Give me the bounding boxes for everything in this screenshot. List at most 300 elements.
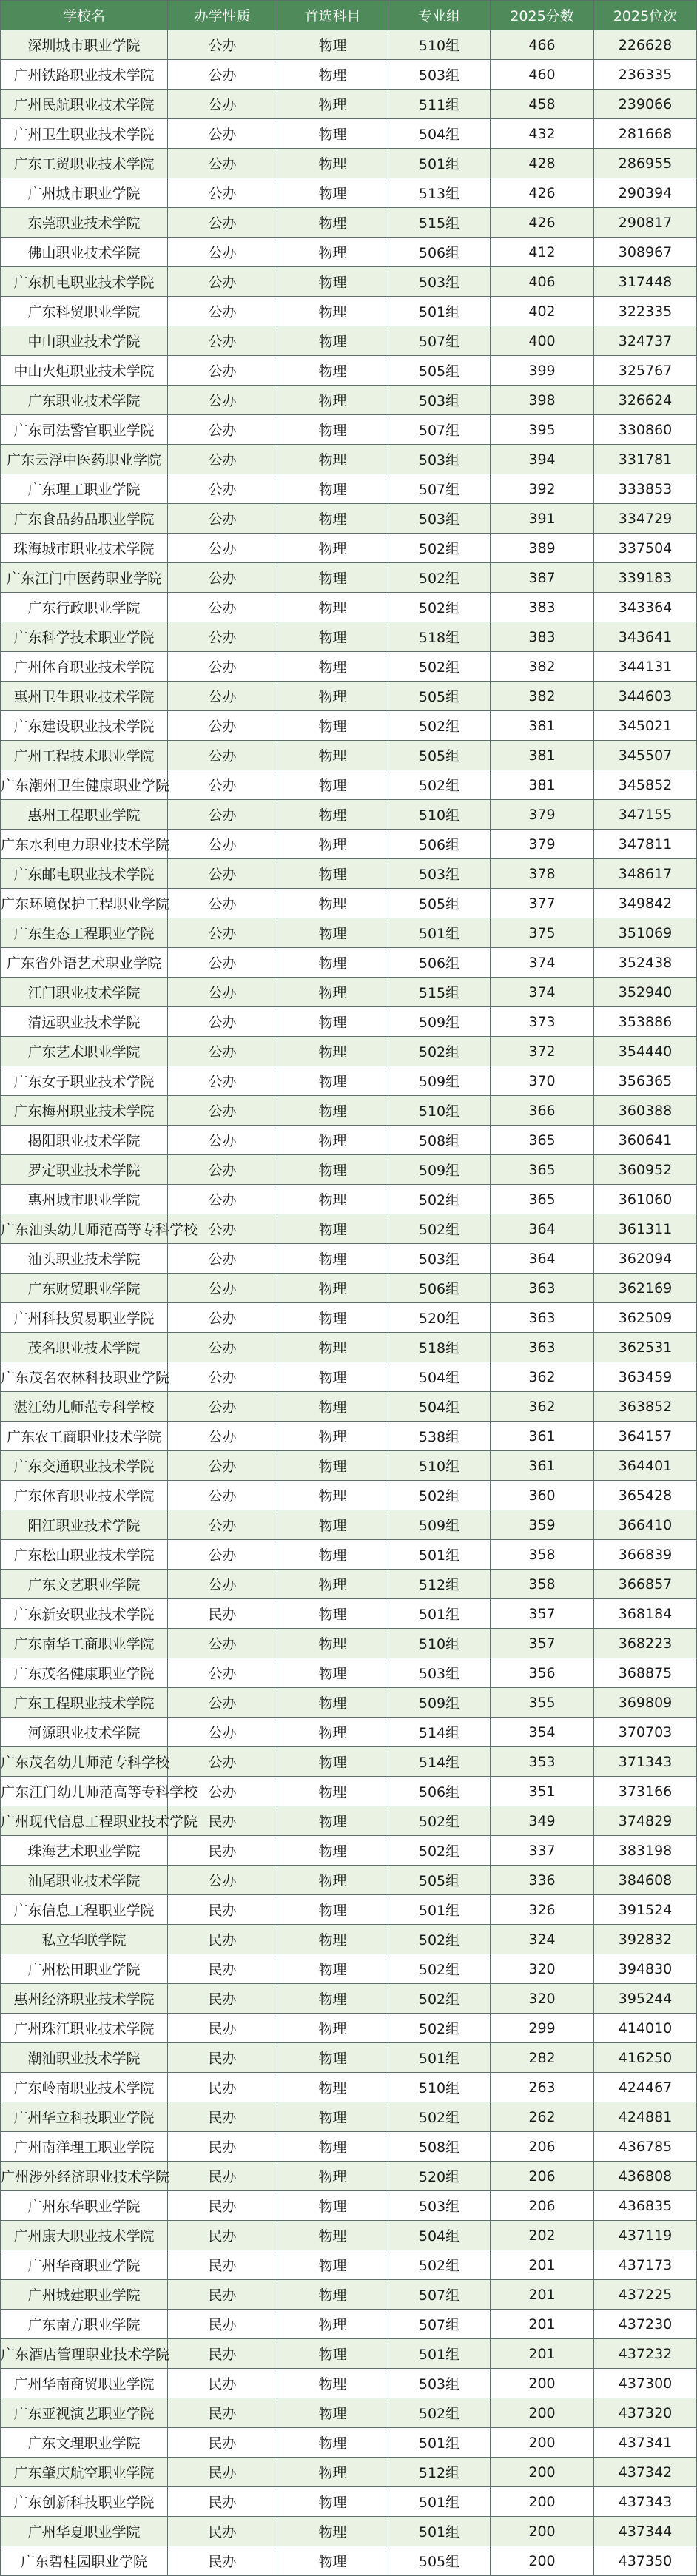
rank-cell: 352438 — [594, 948, 697, 978]
table-row — [1, 1037, 697, 1066]
rank-cell: 395244 — [594, 1984, 697, 2014]
table-row — [1, 178, 697, 208]
table-row — [1, 1599, 697, 1629]
rank-cell: 392832 — [594, 1925, 697, 1954]
table-row — [1, 415, 697, 445]
subject-cell: 物理 — [277, 1658, 388, 1688]
school-type-cell: 公办 — [168, 1362, 277, 1392]
major-group-cell: 501组 — [388, 1895, 491, 1925]
school-type-cell: 公办 — [168, 356, 277, 386]
table-row — [1, 326, 697, 356]
major-group-cell: 502组 — [388, 1954, 491, 1984]
school-type-cell: 民办 — [168, 2428, 277, 2458]
school-type-cell: 公办 — [168, 1155, 277, 1185]
subject-cell: 物理 — [277, 1422, 388, 1451]
school-name-cell: 佛山职业技术学院 — [1, 238, 168, 267]
major-group-cell: 510组 — [388, 800, 491, 830]
school-type-cell: 公办 — [168, 1570, 277, 1599]
subject-cell: 物理 — [277, 2043, 388, 2073]
table-row — [1, 2132, 697, 2162]
rank-cell: 437342 — [594, 2458, 697, 2487]
school-name-cell: 广东南华工商职业学院 — [1, 1629, 168, 1658]
rank-cell: 437232 — [594, 2339, 697, 2369]
subject-cell: 物理 — [277, 1007, 388, 1037]
school-name-cell: 广东机电职业技术学院 — [1, 267, 168, 297]
school-type-cell: 公办 — [168, 1126, 277, 1155]
school-name-cell: 私立华联学院 — [1, 1925, 168, 1954]
table-row — [1, 711, 697, 741]
major-group-cell: 510组 — [388, 1451, 491, 1481]
table-row — [1, 741, 697, 770]
major-group-cell: 502组 — [388, 2014, 491, 2043]
table-row — [1, 534, 697, 563]
subject-cell: 物理 — [277, 741, 388, 770]
school-name-cell: 广东南方职业学院 — [1, 2310, 168, 2339]
rank-cell: 437320 — [594, 2398, 697, 2428]
school-name-cell: 广东工贸职业技术学院 — [1, 149, 168, 178]
table-row — [1, 1777, 697, 1806]
rank-cell: 337504 — [594, 534, 697, 563]
major-group-cell: 511组 — [388, 90, 491, 119]
school-type-cell: 公办 — [168, 208, 277, 238]
school-type-cell: 公办 — [168, 30, 277, 60]
major-group-cell: 507组 — [388, 474, 491, 504]
school-type-cell: 公办 — [168, 859, 277, 889]
subject-cell: 物理 — [277, 1984, 388, 2014]
table-row — [1, 770, 697, 800]
school-name-cell: 中山火炬职业技术学院 — [1, 356, 168, 386]
rank-cell: 436835 — [594, 2191, 697, 2221]
school-type-cell: 民办 — [168, 2517, 277, 2546]
table-row — [1, 1658, 697, 1688]
major-group-cell: 509组 — [388, 1155, 491, 1185]
school-name-cell: 广州康大职业技术学院 — [1, 2221, 168, 2250]
subject-cell: 物理 — [277, 1303, 388, 1333]
rank-cell: 356365 — [594, 1066, 697, 1096]
subject-cell: 物理 — [277, 386, 388, 415]
major-group-cell: 503组 — [388, 859, 491, 889]
table-row — [1, 859, 697, 889]
school-type-cell: 民办 — [168, 2280, 277, 2310]
score-cell: 399 — [491, 356, 594, 386]
major-group-cell: 502组 — [388, 1481, 491, 1510]
school-name-cell: 清远职业技术学院 — [1, 1007, 168, 1037]
table-row — [1, 593, 697, 622]
subject-cell: 物理 — [277, 2546, 388, 2576]
table-row — [1, 2398, 697, 2428]
table-row — [1, 2546, 697, 2576]
score-cell: 358 — [491, 1570, 594, 1599]
subject-cell: 物理 — [277, 2132, 388, 2162]
score-cell: 206 — [491, 2191, 594, 2221]
table-row — [1, 830, 697, 859]
score-cell: 372 — [491, 1037, 594, 1066]
rank-cell: 226628 — [594, 30, 697, 60]
subject-cell: 物理 — [277, 297, 388, 326]
score-cell: 402 — [491, 297, 594, 326]
header-major-group: 专业组 — [388, 1, 491, 30]
school-type-cell: 公办 — [168, 386, 277, 415]
school-name-cell: 广东财贸职业学院 — [1, 1274, 168, 1303]
score-cell: 363 — [491, 1303, 594, 1333]
table-row — [1, 1392, 697, 1422]
rank-cell: 424467 — [594, 2073, 697, 2102]
subject-cell: 物理 — [277, 2191, 388, 2221]
subject-cell: 物理 — [277, 1274, 388, 1303]
school-name-cell: 广州华南商贸职业学院 — [1, 2369, 168, 2398]
subject-cell: 物理 — [277, 1214, 388, 1244]
score-cell: 320 — [491, 1984, 594, 2014]
school-type-cell: 民办 — [168, 1954, 277, 1984]
school-type-cell: 民办 — [168, 1599, 277, 1629]
school-type-cell: 公办 — [168, 504, 277, 534]
rank-cell: 322335 — [594, 297, 697, 326]
school-name-cell: 广州华商职业学院 — [1, 2250, 168, 2280]
school-name-cell: 阳江职业技术学院 — [1, 1510, 168, 1540]
subject-cell: 物理 — [277, 415, 388, 445]
score-cell: 349 — [491, 1806, 594, 1836]
school-name-cell: 东莞职业技术学院 — [1, 208, 168, 238]
rank-cell: 437344 — [594, 2517, 697, 2546]
subject-cell: 物理 — [277, 119, 388, 149]
school-name-cell: 深圳城市职业学院 — [1, 30, 168, 60]
school-type-cell: 公办 — [168, 563, 277, 593]
school-type-cell: 公办 — [168, 770, 277, 800]
table-row — [1, 622, 697, 652]
school-name-cell: 珠海城市职业技术学院 — [1, 534, 168, 563]
subject-cell: 物理 — [277, 267, 388, 297]
subject-cell: 物理 — [277, 563, 388, 593]
major-group-cell: 502组 — [388, 1185, 491, 1214]
school-type-cell: 民办 — [168, 2546, 277, 2576]
major-group-cell: 503组 — [388, 1244, 491, 1274]
rank-cell: 374829 — [594, 1806, 697, 1836]
major-group-cell: 510组 — [388, 1096, 491, 1126]
score-cell: 200 — [491, 2546, 594, 2576]
school-type-cell: 公办 — [168, 60, 277, 90]
subject-cell: 物理 — [277, 1718, 388, 1747]
school-name-cell: 广东邮电职业技术学院 — [1, 859, 168, 889]
school-type-cell: 民办 — [168, 2043, 277, 2073]
table-row — [1, 1155, 697, 1185]
subject-cell: 物理 — [277, 1244, 388, 1274]
school-type-cell: 民办 — [168, 2132, 277, 2162]
rank-cell: 347155 — [594, 800, 697, 830]
school-type-cell: 民办 — [168, 2250, 277, 2280]
table-row — [1, 1066, 697, 1096]
rank-cell: 308967 — [594, 238, 697, 267]
subject-cell: 物理 — [277, 2398, 388, 2428]
score-cell: 201 — [491, 2339, 594, 2369]
school-type-cell: 民办 — [168, 2073, 277, 2102]
table-row — [1, 1570, 697, 1599]
table-row — [1, 297, 697, 326]
score-cell: 381 — [491, 741, 594, 770]
school-name-cell: 广东生态工程职业学院 — [1, 918, 168, 948]
school-type-cell: 公办 — [168, 1303, 277, 1333]
major-group-cell: 504组 — [388, 2221, 491, 2250]
subject-cell: 物理 — [277, 178, 388, 208]
subject-cell: 物理 — [277, 1333, 388, 1362]
table-row — [1, 1007, 697, 1037]
school-name-cell: 广东肇庆航空职业学院 — [1, 2458, 168, 2487]
school-name-cell: 广东省外语艺术职业学院 — [1, 948, 168, 978]
school-type-cell: 公办 — [168, 1392, 277, 1422]
subject-cell: 物理 — [277, 2369, 388, 2398]
rank-cell: 339183 — [594, 563, 697, 593]
school-type-cell: 民办 — [168, 2398, 277, 2428]
school-name-cell: 广东茂名农林科技职业学院 — [1, 1362, 168, 1392]
subject-cell: 物理 — [277, 1954, 388, 1984]
major-group-cell: 509组 — [388, 1007, 491, 1037]
subject-cell: 物理 — [277, 1747, 388, 1777]
subject-cell: 物理 — [277, 238, 388, 267]
school-name-cell: 广东建设职业技术学院 — [1, 711, 168, 741]
subject-cell: 物理 — [277, 1096, 388, 1126]
table-row — [1, 1540, 697, 1570]
rank-cell: 345852 — [594, 770, 697, 800]
school-type-cell: 公办 — [168, 238, 277, 267]
subject-cell: 物理 — [277, 889, 388, 918]
score-cell: 400 — [491, 326, 594, 356]
table-row — [1, 2428, 697, 2458]
subject-cell: 物理 — [277, 770, 388, 800]
school-name-cell: 广东江门中医药职业学院 — [1, 563, 168, 593]
table-row — [1, 474, 697, 504]
score-cell: 370 — [491, 1066, 594, 1096]
school-type-cell: 公办 — [168, 652, 277, 682]
school-type-cell: 民办 — [168, 2487, 277, 2517]
table-row — [1, 2014, 697, 2043]
school-type-cell: 公办 — [168, 297, 277, 326]
rank-cell: 360952 — [594, 1155, 697, 1185]
school-name-cell: 罗定职业技术学院 — [1, 1155, 168, 1185]
rank-cell: 371343 — [594, 1747, 697, 1777]
major-group-cell: 502组 — [388, 711, 491, 741]
score-cell: 426 — [491, 178, 594, 208]
table-row — [1, 918, 697, 948]
header-2025-rank: 2025位次 — [594, 1, 697, 30]
score-cell: 200 — [491, 2458, 594, 2487]
score-cell: 382 — [491, 652, 594, 682]
rank-cell: 391524 — [594, 1895, 697, 1925]
score-cell: 202 — [491, 2221, 594, 2250]
table-row — [1, 2310, 697, 2339]
score-cell: 354 — [491, 1718, 594, 1747]
table-row — [1, 1274, 697, 1303]
major-group-cell: 509组 — [388, 1688, 491, 1718]
major-group-cell: 503组 — [388, 267, 491, 297]
school-type-cell: 公办 — [168, 1066, 277, 1096]
school-type-cell: 公办 — [168, 1481, 277, 1510]
school-name-cell: 潮汕职业技术学院 — [1, 2043, 168, 2073]
subject-cell: 物理 — [277, 918, 388, 948]
rank-cell: 334729 — [594, 504, 697, 534]
rank-cell: 345507 — [594, 741, 697, 770]
rank-cell: 325767 — [594, 356, 697, 386]
table-row — [1, 1866, 697, 1895]
major-group-cell: 501组 — [388, 2517, 491, 2546]
school-name-cell: 江门职业技术学院 — [1, 978, 168, 1007]
major-group-cell: 502组 — [388, 1806, 491, 1836]
subject-cell: 物理 — [277, 1066, 388, 1096]
major-group-cell: 504组 — [388, 119, 491, 149]
school-name-cell: 广州民航职业技术学院 — [1, 90, 168, 119]
table-row — [1, 2221, 697, 2250]
school-type-cell: 公办 — [168, 948, 277, 978]
school-name-cell: 广州松田职业学院 — [1, 1954, 168, 1984]
score-cell: 358 — [491, 1540, 594, 1570]
subject-cell: 物理 — [277, 474, 388, 504]
major-group-cell: 502组 — [388, 2250, 491, 2280]
subject-cell: 物理 — [277, 1037, 388, 1066]
major-group-cell: 501组 — [388, 1540, 491, 1570]
score-cell: 363 — [491, 1274, 594, 1303]
subject-cell: 物理 — [277, 622, 388, 652]
major-group-cell: 504组 — [388, 1392, 491, 1422]
rank-cell: 290817 — [594, 208, 697, 238]
major-group-cell: 502组 — [388, 770, 491, 800]
table-row — [1, 504, 697, 534]
school-name-cell: 广州涉外经济职业技术学院 — [1, 2162, 168, 2191]
table-row — [1, 1747, 697, 1777]
major-group-cell: 502组 — [388, 593, 491, 622]
score-cell: 200 — [491, 2369, 594, 2398]
subject-cell: 物理 — [277, 830, 388, 859]
rank-cell: 324737 — [594, 326, 697, 356]
school-name-cell: 茂名职业技术学院 — [1, 1333, 168, 1362]
table-row — [1, 1984, 697, 2014]
school-name-cell: 广东科学技术职业学院 — [1, 622, 168, 652]
school-type-cell: 民办 — [168, 2191, 277, 2221]
school-type-cell: 公办 — [168, 149, 277, 178]
school-name-cell: 广州铁路职业技术学院 — [1, 60, 168, 90]
rank-cell: 362531 — [594, 1333, 697, 1362]
school-name-cell: 广东信息工程职业学院 — [1, 1895, 168, 1925]
subject-cell: 物理 — [277, 1481, 388, 1510]
header-school-type: 办学性质 — [168, 1, 277, 30]
subject-cell: 物理 — [277, 2310, 388, 2339]
rank-cell: 416250 — [594, 2043, 697, 2073]
school-type-cell: 公办 — [168, 682, 277, 711]
table-row — [1, 2339, 697, 2369]
subject-cell: 物理 — [277, 445, 388, 474]
subject-cell: 物理 — [277, 1777, 388, 1806]
rank-cell: 368184 — [594, 1599, 697, 1629]
major-group-cell: 510组 — [388, 2073, 491, 2102]
rank-cell: 437225 — [594, 2280, 697, 2310]
score-cell: 381 — [491, 711, 594, 741]
score-cell: 364 — [491, 1214, 594, 1244]
table-row — [1, 208, 697, 238]
school-name-cell: 广东茂名健康职业学院 — [1, 1658, 168, 1688]
school-type-cell: 民办 — [168, 2458, 277, 2487]
rank-cell: 236335 — [594, 60, 697, 90]
major-group-cell: 503组 — [388, 504, 491, 534]
subject-cell: 物理 — [277, 1836, 388, 1866]
rank-cell: 344131 — [594, 652, 697, 682]
score-cell: 460 — [491, 60, 594, 90]
school-type-cell: 公办 — [168, 1777, 277, 1806]
score-cell: 326 — [491, 1895, 594, 1925]
school-name-cell: 广东汕头幼儿师范高等专科学校 — [1, 1214, 168, 1244]
score-cell: 351 — [491, 1777, 594, 1806]
major-group-cell: 505组 — [388, 356, 491, 386]
rank-cell: 437230 — [594, 2310, 697, 2339]
rank-cell: 343641 — [594, 622, 697, 652]
score-cell: 381 — [491, 770, 594, 800]
major-group-cell: 505组 — [388, 2546, 491, 2576]
table-row — [1, 2073, 697, 2102]
rank-cell: 286955 — [594, 149, 697, 178]
school-name-cell: 惠州城市职业学院 — [1, 1185, 168, 1214]
school-type-cell: 民办 — [168, 2014, 277, 2043]
score-cell: 201 — [491, 2310, 594, 2339]
school-type-cell: 公办 — [168, 1274, 277, 1303]
subject-cell: 物理 — [277, 2102, 388, 2132]
school-type-cell: 公办 — [168, 918, 277, 948]
school-name-cell: 广州城建职业学院 — [1, 2280, 168, 2310]
major-group-cell: 501组 — [388, 2043, 491, 2073]
school-type-cell: 民办 — [168, 1895, 277, 1925]
table-row — [1, 2487, 697, 2517]
major-group-cell: 503组 — [388, 445, 491, 474]
major-group-cell: 502组 — [388, 534, 491, 563]
school-type-cell: 公办 — [168, 1451, 277, 1481]
score-cell: 361 — [491, 1422, 594, 1451]
subject-cell: 物理 — [277, 504, 388, 534]
major-group-cell: 506组 — [388, 1274, 491, 1303]
major-group-cell: 515组 — [388, 978, 491, 1007]
table-row — [1, 386, 697, 415]
score-cell: 360 — [491, 1481, 594, 1510]
table-row — [1, 267, 697, 297]
school-type-cell: 民办 — [168, 2221, 277, 2250]
table-row — [1, 1895, 697, 1925]
score-cell: 200 — [491, 2428, 594, 2458]
subject-cell: 物理 — [277, 1599, 388, 1629]
rank-cell: 361060 — [594, 1185, 697, 1214]
rank-cell: 362094 — [594, 1244, 697, 1274]
subject-cell: 物理 — [277, 2339, 388, 2369]
rank-cell: 353886 — [594, 1007, 697, 1037]
school-name-cell: 广州体育职业技术学院 — [1, 652, 168, 682]
school-name-cell: 中山职业技术学院 — [1, 326, 168, 356]
rank-cell: 424881 — [594, 2102, 697, 2132]
rank-cell: 383198 — [594, 1836, 697, 1866]
subject-cell: 物理 — [277, 652, 388, 682]
table-row — [1, 800, 697, 830]
table-row — [1, 978, 697, 1007]
school-name-cell: 广东行政职业学院 — [1, 593, 168, 622]
school-name-cell: 汕头职业技术学院 — [1, 1244, 168, 1274]
table-row — [1, 2102, 697, 2132]
school-type-cell: 公办 — [168, 326, 277, 356]
school-type-cell: 公办 — [168, 119, 277, 149]
school-name-cell: 揭阳职业技术学院 — [1, 1126, 168, 1155]
score-cell: 337 — [491, 1836, 594, 1866]
score-cell: 336 — [491, 1866, 594, 1895]
subject-cell: 物理 — [277, 30, 388, 60]
major-group-cell: 520组 — [388, 2162, 491, 2191]
table-row — [1, 1214, 697, 1244]
table-row — [1, 2517, 697, 2546]
rank-cell: 330860 — [594, 415, 697, 445]
score-cell: 263 — [491, 2073, 594, 2102]
school-type-cell: 公办 — [168, 1422, 277, 1451]
score-cell: 363 — [491, 1333, 594, 1362]
subject-cell: 物理 — [277, 1570, 388, 1599]
